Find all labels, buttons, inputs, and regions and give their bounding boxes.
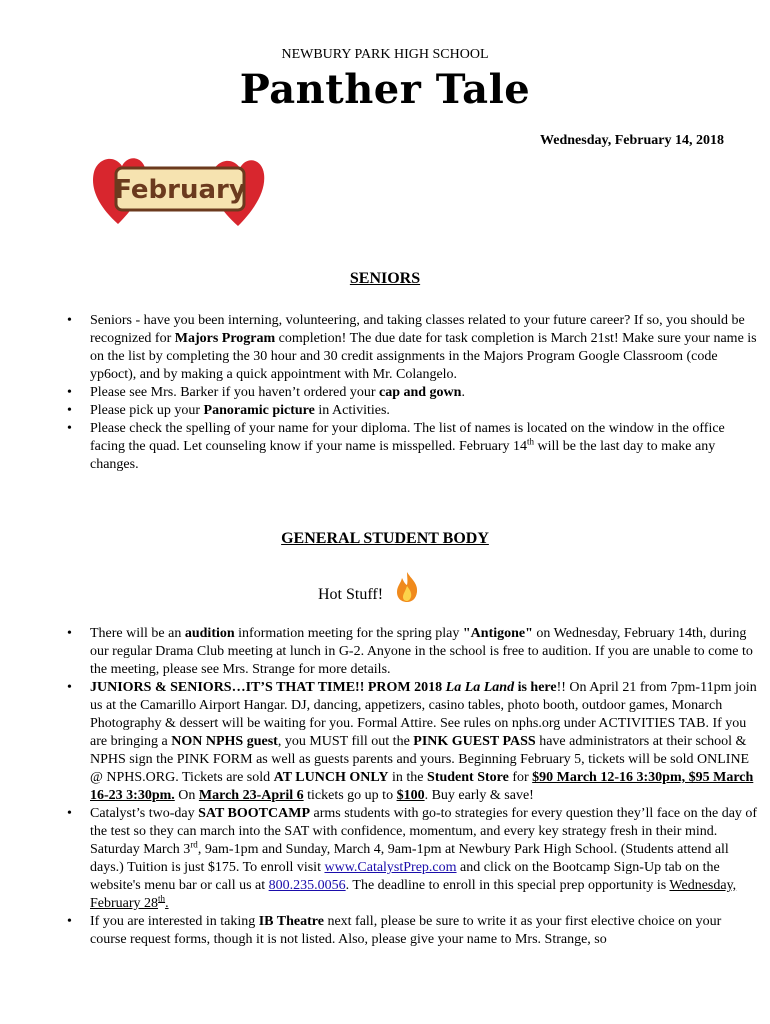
list-item: • Catalyst’s two-day SAT BOOTCAMP arms students with go-to strategies for every question they’ll face on the day of the test so they can march into the SAT with confidence, momentum, and every key strategy fresh in their mind. Saturday March 3rd, 9am-1pm and Sunday, March 4, 9am-1pm at Newbury Park High School. (Students attend all days.) Tuition is just $175. To enroll visit www.CatalystPrep.com and click on the Bootcamp Sign-Up tab on the website's menu bar or call us at 800.235.0056. The deadline to enroll in this special prep opportunity is Wednesday, February 28th. (90, 805, 760, 913)
school-name: NEWBURY PARK HIGH SCHOOL (281, 47, 489, 62)
list-item: • Please pick up your Panoramic picture in Activities. (90, 402, 760, 420)
list-item: • If you are interested in taking IB Theatre next fall, please be sure to write it as your first elective choice on your course request forms, though it is not listed. Also, please give your name to Mrs. Strange, so (90, 913, 760, 949)
seniors-list (60, 312, 760, 474)
hot-stuff-label: Hot Stuff! (318, 586, 384, 603)
general-heading: GENERAL STUDENT BODY (281, 530, 489, 547)
seniors-heading: SENIORS (349, 270, 421, 287)
list-item: • Seniors - have you been interning, volunteering, and taking classes related to your future career? If so, you should be recognized for Majors Program completion! The due date for task completion is March 21st! Make sure your name is on the list by completing the 30 hour and 30 credit assignments in the Majors Program Google Classroom (code yp6oct), and by making a quick appointment with Mr. Colangelo. (90, 312, 760, 384)
newsletter-title: Panther Tale (239, 66, 531, 113)
flame-icon (393, 570, 421, 604)
catalyst-link[interactable]: www.CatalystPrep.com (324, 860, 457, 875)
february-hearts-banner (88, 146, 268, 236)
list-item: • Please check the spelling of your name for your diploma. The list of names is located on the window in the office facing the quad. Let counseling know if your name is misspelled. February 14th will be the last day to make any changes. (90, 420, 760, 474)
list-item: • Please see Mrs. Barker if you haven’t ordered your cap and gown. (90, 384, 760, 402)
list-item: • There will be an audition information meeting for the spring play "Antigone" on Wednesday, February 14th, during our regular Drama Club meeting at lunch in G-2. Anyone in the school is free to audition. If you are unable to come to the meeting, please see Mrs. Strange for more details. (90, 625, 760, 679)
newsletter-date: Wednesday, February 14, 2018 (540, 133, 724, 148)
list-item: • JUNIORS & SENIORS…IT’S THAT TIME!! PROM 2018 La La Land is here!! On April 21 from 7pm-11pm join us at the Camarillo Airport Hangar. DJ, dancing, appetizers, casino tables, photo booth, outdoor games, Monarch Photography & dessert will be waiting for you. Formal Attire. See rules on nphs.org under ACTIVITIES TAB. If you are bringing a NON NPHS guest, you MUST fill out the PINK GUEST PASS have administrators at their school & NPHS sign the PINK FORM as well as guests parents and yours. Beginning February 5, tickets will be sold ONLINE @ NPHS.ORG. Tickets are sold AT LUNCH ONLY in the Student Store for $90 March 12-16 3:30pm, $95 March 16-23 3:30pm. On March 23-April 6 tickets go up to $100. Buy early & save! (90, 679, 760, 805)
phone-link[interactable]: 800.235.0056 (268, 878, 346, 893)
general-list (60, 625, 760, 949)
banner-word: February (114, 175, 246, 205)
